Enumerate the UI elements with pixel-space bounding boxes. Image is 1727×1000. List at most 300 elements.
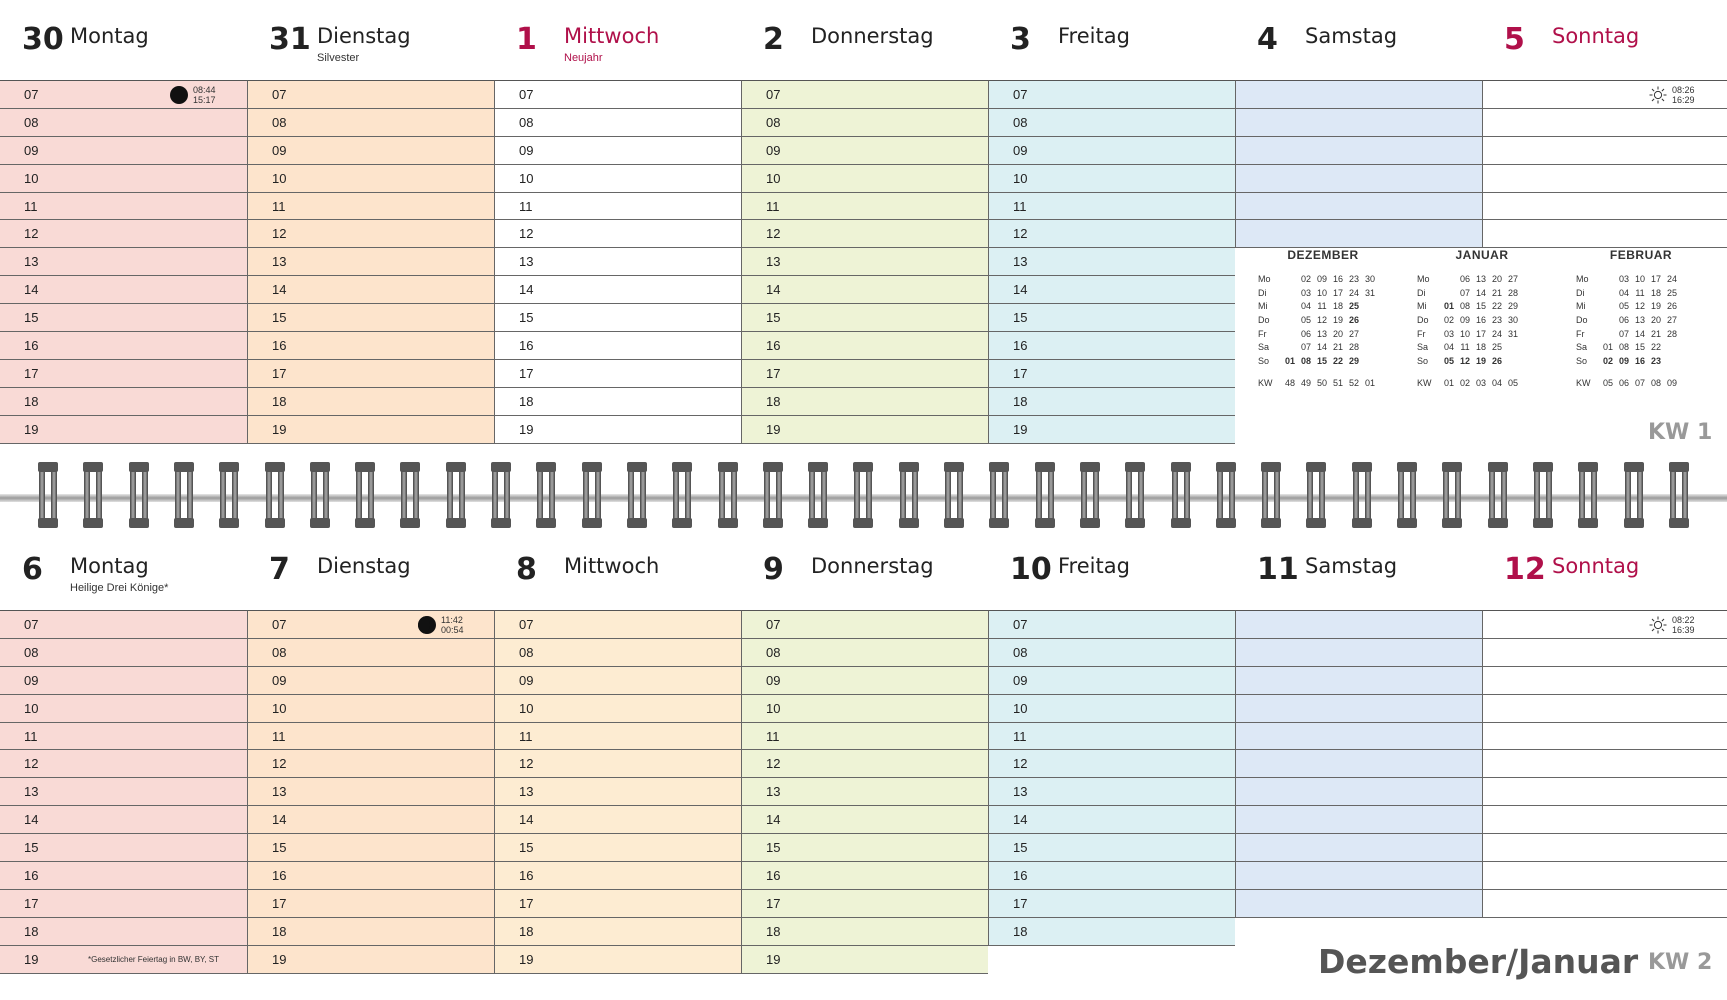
hour-slot[interactable] bbox=[0, 416, 247, 444]
mini-day: 25 bbox=[1491, 342, 1502, 353]
hour-slot[interactable] bbox=[989, 806, 1235, 834]
binding-ring bbox=[808, 462, 828, 528]
hour-slot[interactable] bbox=[0, 890, 247, 918]
hour-slot[interactable] bbox=[495, 806, 741, 834]
hour-label: 08 bbox=[24, 644, 39, 660]
hour-slot[interactable] bbox=[495, 81, 741, 109]
hour-slot[interactable] bbox=[742, 918, 988, 946]
hour-slot[interactable] bbox=[742, 109, 988, 137]
day-number: 5 bbox=[1504, 22, 1525, 57]
hour-slot[interactable] bbox=[1236, 806, 1482, 834]
hour-slot[interactable] bbox=[1236, 667, 1482, 695]
day-number: 11 bbox=[1257, 552, 1299, 587]
day-name: Sonntag bbox=[1552, 24, 1640, 48]
binding-ring bbox=[1261, 462, 1281, 528]
hour-slot[interactable] bbox=[495, 862, 741, 890]
hour-slot[interactable] bbox=[1483, 193, 1727, 221]
kw-label: KW bbox=[1417, 377, 1432, 388]
hour-slot[interactable] bbox=[0, 137, 247, 165]
hour-slot[interactable] bbox=[742, 416, 988, 444]
binding-ring bbox=[989, 462, 1009, 528]
full-moon-icon bbox=[170, 86, 188, 104]
hour-slot[interactable] bbox=[742, 276, 988, 304]
hour-slot[interactable] bbox=[1483, 137, 1727, 165]
hour-slot[interactable] bbox=[0, 834, 247, 862]
hour-slot[interactable] bbox=[989, 360, 1235, 388]
hour-slot[interactable] bbox=[248, 695, 494, 723]
mini-week-row bbox=[1552, 342, 1710, 356]
hour-slot[interactable] bbox=[248, 416, 494, 444]
hour-slot[interactable] bbox=[495, 276, 741, 304]
hour-slot[interactable] bbox=[248, 193, 494, 221]
hour-slot[interactable] bbox=[0, 360, 247, 388]
hour-slot[interactable] bbox=[989, 137, 1235, 165]
mini-day: 17 bbox=[1475, 328, 1486, 339]
hour-slot[interactable] bbox=[989, 81, 1235, 109]
hour-slot[interactable] bbox=[742, 360, 988, 388]
week-number: 48 bbox=[1284, 377, 1295, 388]
hour-slot[interactable] bbox=[495, 165, 741, 193]
hour-label: 09 bbox=[1013, 142, 1028, 158]
hour-slot[interactable] bbox=[1483, 109, 1727, 137]
hour-slot[interactable] bbox=[1483, 667, 1727, 695]
binding-ring bbox=[1080, 462, 1100, 528]
sun-times bbox=[1672, 615, 1695, 635]
hour-slot[interactable] bbox=[742, 332, 988, 360]
hour-slot[interactable] bbox=[742, 611, 988, 639]
hour-label: 15 bbox=[272, 310, 287, 326]
hour-slot[interactable] bbox=[989, 332, 1235, 360]
hour-slot[interactable] bbox=[1236, 639, 1482, 667]
hour-slot[interactable] bbox=[742, 862, 988, 890]
weekday-label: Sa bbox=[1417, 342, 1429, 353]
mini-week-row bbox=[1234, 315, 1392, 329]
hour-slot[interactable] bbox=[989, 165, 1235, 193]
hour-label: 12 bbox=[1013, 756, 1028, 772]
hour-slot[interactable] bbox=[0, 806, 247, 834]
hour-slot[interactable] bbox=[248, 276, 494, 304]
day-number: 6 bbox=[22, 552, 43, 587]
hour-label: 11 bbox=[1013, 728, 1027, 744]
hour-slot[interactable] bbox=[0, 695, 247, 723]
hour-slot[interactable] bbox=[495, 946, 741, 974]
mini-day: 31 bbox=[1364, 287, 1375, 298]
mini-day: 18 bbox=[1475, 342, 1486, 353]
hour-slot[interactable] bbox=[495, 388, 741, 416]
hour-label: 09 bbox=[766, 142, 781, 158]
hour-slot[interactable] bbox=[1236, 862, 1482, 890]
hour-slot[interactable] bbox=[989, 611, 1235, 639]
day-header bbox=[741, 530, 988, 612]
binding-ring bbox=[491, 462, 511, 528]
day-header bbox=[247, 0, 494, 82]
hour-slot[interactable] bbox=[495, 639, 741, 667]
hour-slot[interactable] bbox=[248, 248, 494, 276]
hour-label: 15 bbox=[24, 310, 39, 326]
hour-slot[interactable] bbox=[1236, 137, 1482, 165]
weekday-label: Sa bbox=[1576, 342, 1588, 353]
hour-slot[interactable] bbox=[495, 750, 741, 778]
hour-slot[interactable] bbox=[742, 388, 988, 416]
hour-label: 14 bbox=[272, 282, 287, 298]
mini-day: 25 bbox=[1348, 301, 1359, 312]
hour-label: 08 bbox=[519, 644, 534, 660]
day-number: 7 bbox=[269, 552, 290, 587]
hour-slot[interactable] bbox=[248, 890, 494, 918]
hour-slot[interactable] bbox=[0, 611, 247, 639]
mini-day: 14 bbox=[1316, 342, 1327, 353]
hour-slot[interactable] bbox=[1236, 220, 1482, 248]
mini-month-dezember bbox=[1234, 248, 1392, 392]
hour-slot[interactable] bbox=[742, 946, 988, 974]
hour-slot[interactable] bbox=[495, 611, 741, 639]
hour-slot[interactable] bbox=[989, 193, 1235, 221]
hour-label: 14 bbox=[519, 282, 534, 298]
mini-day: 21 bbox=[1491, 287, 1502, 298]
day-note: Neujahr bbox=[564, 52, 603, 64]
week-number: 02 bbox=[1459, 377, 1470, 388]
mini-day: 02 bbox=[1300, 274, 1311, 284]
hour-slot[interactable] bbox=[248, 137, 494, 165]
hour-slot[interactable] bbox=[742, 165, 988, 193]
hour-label: 12 bbox=[519, 756, 534, 772]
hour-slot[interactable] bbox=[1236, 193, 1482, 221]
mini-week-row bbox=[1393, 274, 1551, 288]
spiral-binding bbox=[0, 444, 1727, 530]
mini-day: 05 bbox=[1443, 356, 1454, 367]
hour-slot[interactable] bbox=[248, 862, 494, 890]
hour-slot[interactable] bbox=[1483, 750, 1727, 778]
hour-label: 16 bbox=[766, 868, 781, 884]
hour-slot[interactable] bbox=[495, 360, 741, 388]
hour-label: 18 bbox=[519, 393, 534, 409]
hour-label: 08 bbox=[1013, 644, 1028, 660]
binding-ring bbox=[672, 462, 692, 528]
mini-day: 26 bbox=[1666, 301, 1677, 312]
hour-slot[interactable] bbox=[1236, 750, 1482, 778]
hour-slot[interactable] bbox=[495, 834, 741, 862]
hour-slot[interactable] bbox=[989, 723, 1235, 751]
hour-slot[interactable] bbox=[248, 388, 494, 416]
mini-day: 16 bbox=[1475, 315, 1486, 326]
hour-slot[interactable] bbox=[1483, 639, 1727, 667]
mini-week-row bbox=[1552, 315, 1710, 329]
binding-ring bbox=[174, 462, 194, 528]
hour-slot[interactable] bbox=[989, 918, 1235, 946]
week-number: 49 bbox=[1300, 377, 1311, 388]
hour-slot[interactable] bbox=[0, 248, 247, 276]
binding-ring bbox=[1442, 462, 1462, 528]
hour-label: 14 bbox=[519, 812, 534, 828]
mini-day: 21 bbox=[1650, 328, 1661, 339]
hour-slot[interactable] bbox=[495, 304, 741, 332]
hour-slot[interactable] bbox=[742, 667, 988, 695]
hour-slot[interactable] bbox=[989, 304, 1235, 332]
hour-slot[interactable] bbox=[1236, 165, 1482, 193]
mini-day: 17 bbox=[1332, 287, 1343, 298]
day-number: 8 bbox=[516, 552, 537, 587]
day-name: Samstag bbox=[1305, 24, 1398, 48]
hour-label: 11 bbox=[519, 198, 533, 214]
mini-day: 19 bbox=[1650, 301, 1661, 312]
hour-slot[interactable] bbox=[1236, 611, 1482, 639]
hour-slot[interactable] bbox=[989, 639, 1235, 667]
hour-slot[interactable] bbox=[0, 220, 247, 248]
hour-slot[interactable] bbox=[742, 248, 988, 276]
hour-slot[interactable] bbox=[989, 667, 1235, 695]
day-header bbox=[1235, 530, 1482, 612]
binding-ring bbox=[446, 462, 466, 528]
hour-slot[interactable] bbox=[742, 304, 988, 332]
hour-slot[interactable] bbox=[1483, 695, 1727, 723]
hour-slot[interactable] bbox=[0, 193, 247, 221]
hour-slot[interactable] bbox=[1236, 109, 1482, 137]
hour-slot[interactable] bbox=[742, 220, 988, 248]
hour-slot[interactable] bbox=[989, 750, 1235, 778]
hour-slot[interactable] bbox=[495, 723, 741, 751]
hour-slot[interactable] bbox=[742, 778, 988, 806]
hour-slot[interactable] bbox=[1483, 806, 1727, 834]
hour-slot[interactable] bbox=[742, 193, 988, 221]
weekday-label: Mi bbox=[1258, 301, 1268, 312]
hour-slot[interactable] bbox=[495, 778, 741, 806]
hour-slot[interactable] bbox=[1483, 862, 1727, 890]
hour-slot[interactable] bbox=[495, 667, 741, 695]
mini-day: 03 bbox=[1443, 328, 1454, 339]
mini-day: 26 bbox=[1491, 356, 1502, 367]
hour-slot[interactable] bbox=[0, 667, 247, 695]
hour-slot[interactable] bbox=[989, 220, 1235, 248]
hour-slot[interactable] bbox=[248, 332, 494, 360]
hour-label: 16 bbox=[519, 868, 534, 884]
hour-slot[interactable] bbox=[0, 304, 247, 332]
hour-slot[interactable] bbox=[248, 946, 494, 974]
hour-slot[interactable] bbox=[1483, 165, 1727, 193]
mini-day: 11 bbox=[1460, 342, 1470, 353]
hour-label: 15 bbox=[766, 840, 781, 856]
hour-slot[interactable] bbox=[742, 695, 988, 723]
week-number: 04 bbox=[1491, 377, 1502, 388]
hour-slot[interactable] bbox=[0, 276, 247, 304]
weekday-label: So bbox=[1576, 356, 1588, 367]
hour-slot[interactable] bbox=[248, 778, 494, 806]
mini-week-row bbox=[1234, 301, 1392, 315]
hour-slot[interactable] bbox=[989, 862, 1235, 890]
hour-slot[interactable] bbox=[989, 416, 1235, 444]
mini-day: 20 bbox=[1491, 274, 1502, 284]
mini-day: 27 bbox=[1348, 328, 1359, 339]
hour-label: 08 bbox=[766, 644, 781, 660]
hour-slot[interactable] bbox=[248, 81, 494, 109]
hour-slot[interactable] bbox=[1236, 778, 1482, 806]
hour-slot[interactable] bbox=[495, 137, 741, 165]
hour-label: 07 bbox=[272, 87, 287, 102]
hour-slot[interactable] bbox=[248, 220, 494, 248]
hour-slot[interactable] bbox=[989, 778, 1235, 806]
hour-slot[interactable] bbox=[248, 723, 494, 751]
hour-slot[interactable] bbox=[248, 304, 494, 332]
mini-day: 12 bbox=[1316, 315, 1327, 326]
hour-slot[interactable] bbox=[0, 165, 247, 193]
binding-ring bbox=[1306, 462, 1326, 528]
hour-slot[interactable] bbox=[0, 918, 247, 946]
hour-slot[interactable] bbox=[495, 220, 741, 248]
hour-slot[interactable] bbox=[248, 360, 494, 388]
week-label-kw1: KW 1 bbox=[1648, 420, 1713, 445]
hour-slot[interactable] bbox=[495, 416, 741, 444]
hour-label: 12 bbox=[24, 756, 39, 772]
hour-label: 12 bbox=[766, 756, 781, 772]
hour-slot[interactable] bbox=[742, 81, 988, 109]
hour-grid bbox=[1235, 610, 1482, 918]
hour-slot[interactable] bbox=[248, 834, 494, 862]
day-number: 10 bbox=[1010, 552, 1052, 587]
mini-week-row bbox=[1393, 342, 1551, 356]
mini-day: 14 bbox=[1475, 287, 1486, 298]
hour-label: 13 bbox=[1013, 784, 1028, 800]
hour-slot[interactable] bbox=[495, 109, 741, 137]
mini-day: 24 bbox=[1348, 287, 1359, 298]
hour-slot[interactable] bbox=[248, 109, 494, 137]
hour-grid bbox=[247, 610, 494, 974]
day-header bbox=[1482, 530, 1727, 612]
hour-slot[interactable] bbox=[248, 639, 494, 667]
hour-slot[interactable] bbox=[0, 639, 247, 667]
hour-label: 17 bbox=[24, 365, 39, 381]
binding-ring bbox=[355, 462, 375, 528]
hour-slot[interactable] bbox=[1483, 834, 1727, 862]
hour-slot[interactable] bbox=[1483, 778, 1727, 806]
hour-slot[interactable] bbox=[989, 890, 1235, 918]
hour-slot[interactable] bbox=[742, 137, 988, 165]
day-header bbox=[741, 0, 988, 82]
mini-day: 24 bbox=[1666, 274, 1677, 284]
hour-slot[interactable] bbox=[495, 890, 741, 918]
hour-label: 14 bbox=[1013, 282, 1028, 298]
hour-slot[interactable] bbox=[495, 332, 741, 360]
month-title: Dezember/Januar bbox=[1318, 942, 1639, 981]
hour-slot[interactable] bbox=[0, 778, 247, 806]
hour-slot[interactable] bbox=[1236, 890, 1482, 918]
hour-slot[interactable] bbox=[742, 834, 988, 862]
hour-label: 13 bbox=[766, 254, 781, 270]
weekday-label: Do bbox=[1576, 315, 1588, 326]
hour-slot[interactable] bbox=[0, 862, 247, 890]
hour-grid bbox=[494, 610, 741, 974]
hour-label: 16 bbox=[272, 338, 287, 354]
hour-slot[interactable] bbox=[1236, 695, 1482, 723]
mini-week-row bbox=[1393, 315, 1551, 329]
hour-slot[interactable] bbox=[1483, 220, 1727, 248]
hour-slot[interactable] bbox=[989, 248, 1235, 276]
hour-label: 11 bbox=[24, 198, 38, 214]
mini-week-row bbox=[1234, 274, 1392, 288]
hour-slot[interactable] bbox=[0, 750, 247, 778]
day-name: Freitag bbox=[1058, 554, 1130, 578]
hour-slot[interactable] bbox=[248, 165, 494, 193]
hour-slot[interactable] bbox=[0, 388, 247, 416]
hour-label: 16 bbox=[766, 338, 781, 354]
hour-slot[interactable] bbox=[248, 667, 494, 695]
mini-day: 13 bbox=[1634, 315, 1645, 326]
hour-slot[interactable] bbox=[1236, 834, 1482, 862]
hour-label: 14 bbox=[766, 812, 781, 828]
hour-slot[interactable] bbox=[248, 918, 494, 946]
hour-slot[interactable] bbox=[495, 918, 741, 946]
hour-slot[interactable] bbox=[0, 723, 247, 751]
hour-label: 18 bbox=[766, 393, 781, 409]
hour-slot[interactable] bbox=[742, 750, 988, 778]
mini-week-row bbox=[1234, 342, 1392, 356]
mini-day: 01 bbox=[1602, 342, 1613, 353]
hour-slot[interactable] bbox=[0, 109, 247, 137]
mini-day: 23 bbox=[1650, 356, 1661, 367]
mini-day: 15 bbox=[1316, 356, 1327, 367]
hour-slot[interactable] bbox=[495, 193, 741, 221]
day-name: Dienstag bbox=[317, 24, 411, 48]
binding-ring bbox=[1397, 462, 1417, 528]
mini-week-row bbox=[1234, 356, 1392, 370]
binding-ring bbox=[1125, 462, 1145, 528]
mini-day: 11 bbox=[1635, 287, 1645, 298]
hour-slot[interactable] bbox=[742, 723, 988, 751]
day-name: Dienstag bbox=[317, 554, 411, 578]
hour-slot[interactable] bbox=[989, 388, 1235, 416]
hour-slot[interactable] bbox=[248, 806, 494, 834]
hour-label: 11 bbox=[272, 728, 286, 744]
mini-day: 17 bbox=[1650, 274, 1661, 284]
weekday-label: Mi bbox=[1576, 301, 1586, 312]
hour-label: 11 bbox=[1013, 198, 1027, 214]
hour-slot[interactable] bbox=[1483, 890, 1727, 918]
sun-icon bbox=[1649, 616, 1667, 634]
mini-day: 22 bbox=[1650, 342, 1661, 353]
hour-slot[interactable] bbox=[495, 695, 741, 723]
day-note: Heilige Drei Könige* bbox=[70, 582, 169, 594]
hour-slot[interactable] bbox=[742, 806, 988, 834]
hour-label: 19 bbox=[272, 951, 287, 967]
hour-label: 14 bbox=[1013, 812, 1028, 828]
mini-day: 08 bbox=[1300, 356, 1311, 367]
hour-slot[interactable] bbox=[1236, 723, 1482, 751]
hour-slot[interactable] bbox=[495, 248, 741, 276]
hour-slot[interactable] bbox=[989, 834, 1235, 862]
hour-slot[interactable] bbox=[742, 890, 988, 918]
hour-slot[interactable] bbox=[0, 332, 247, 360]
hour-label: 11 bbox=[272, 198, 286, 214]
moon-time-2: 15:17 bbox=[193, 95, 216, 105]
binding-ring bbox=[1578, 462, 1598, 528]
mini-day: 05 bbox=[1300, 315, 1311, 326]
hour-slot[interactable] bbox=[989, 109, 1235, 137]
week-number: 52 bbox=[1348, 377, 1359, 388]
kw-label: KW bbox=[1576, 377, 1591, 388]
hour-slot[interactable] bbox=[742, 639, 988, 667]
hour-label: 13 bbox=[1013, 254, 1028, 270]
hour-label: 09 bbox=[519, 672, 534, 688]
hour-label: 17 bbox=[24, 895, 39, 911]
hour-slot[interactable] bbox=[248, 750, 494, 778]
hour-slot[interactable] bbox=[989, 695, 1235, 723]
hour-slot[interactable] bbox=[1483, 723, 1727, 751]
mini-day: 06 bbox=[1459, 274, 1470, 284]
hour-label: 18 bbox=[1013, 393, 1028, 409]
hour-slot[interactable] bbox=[989, 276, 1235, 304]
hour-label: 17 bbox=[519, 365, 534, 381]
hour-slot[interactable] bbox=[1236, 81, 1482, 109]
binding-ring bbox=[763, 462, 783, 528]
weekday-label: Fr bbox=[1576, 328, 1585, 339]
